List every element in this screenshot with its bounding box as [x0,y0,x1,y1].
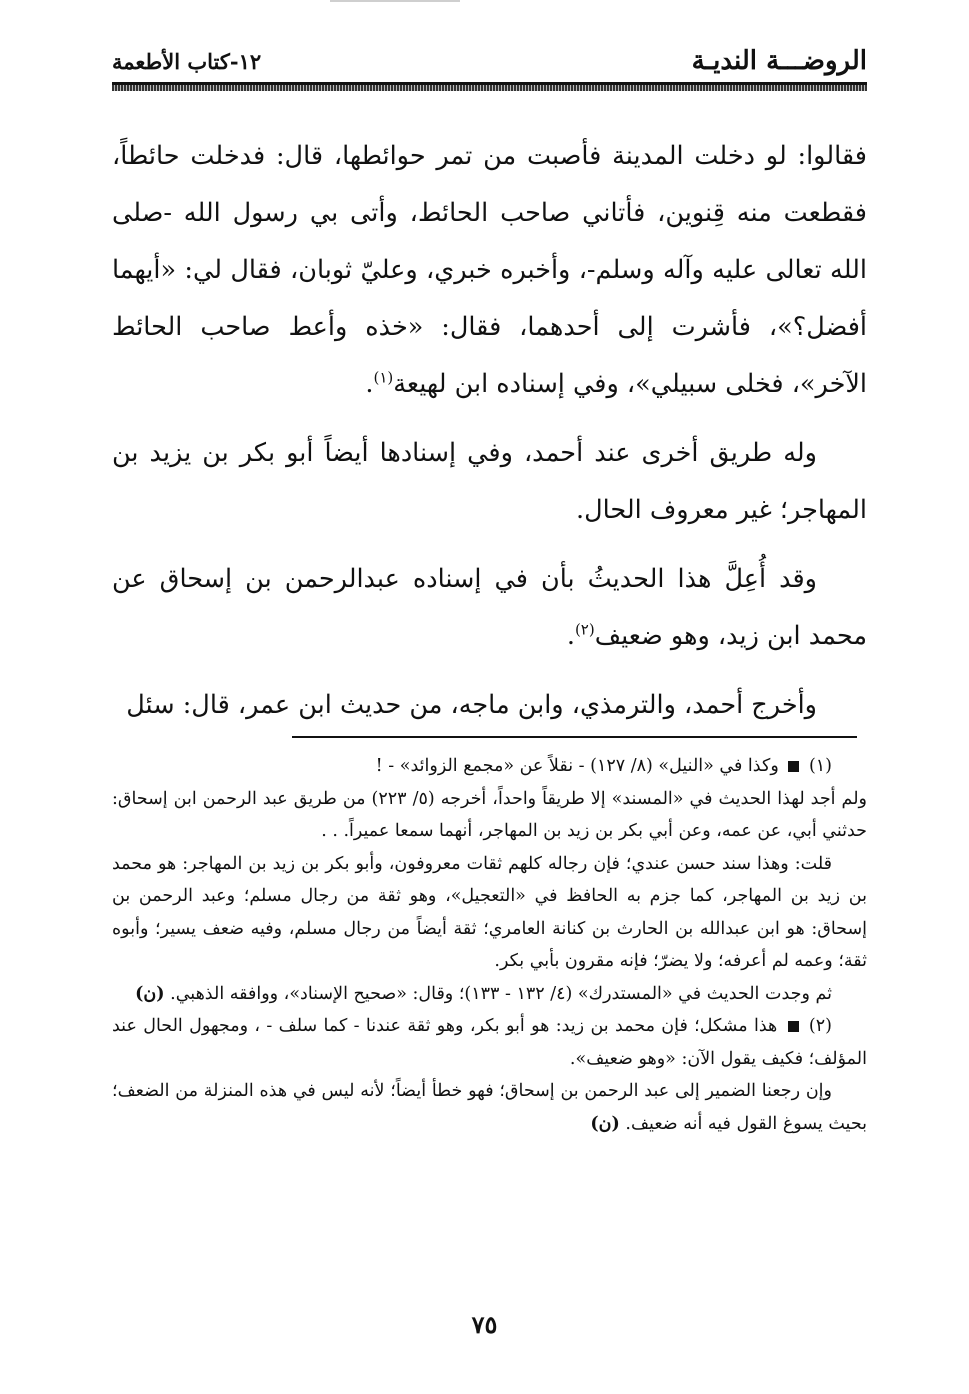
square-icon [788,1021,799,1032]
square-icon [788,761,799,772]
paragraph-4: وأخرج أحمد، والترمذي، وابن ماجه، من حديث ابن عمر، قال: سئل [126,690,817,720]
footnote-separator [102,736,857,737]
signature-mark: (ن) [135,983,165,1004]
paragraph-3: وقد أُعِلَّ هذا الحديثُ بأن في إسناده عبدالرحمن بن إسحاق عن محمد ابن زيد، وهو ضعيف$^{(٢)}$. [112,564,867,651]
chapter-title: ١٢-كتاب الأطعمة [112,49,262,74]
header-divider [112,82,867,91]
footnote-2-marker: (٢) [808,1016,832,1036]
paragraph-2: وله طريق أخرى عند أحمد، وفي إسنادها أيضاً أبو بكر بن يزيد بن المهاجر؛ غير معروف الحال. [112,438,867,525]
top-edge-line [330,0,460,2]
book-title: الروضـــة النديـة [691,46,867,76]
footnote-1-para-c: قلت: وهذا سند حسن عندي؛ فإن رجاله كلهم ثقات معروفون، وأبو بكر بن زيد بن المهاجر: هو محمد بن زيد بن المهاجر، كما جزم به الحافظ في «التعجيل»، وهو ثقة من رجال مسلم؛ وعبد الرحمن بن إسحاق: هو ابن عبدالله بن الحارث بن كنانة العامري؛ ثقة أيضاً من رجال مسلم، وفيه ضعف يسير؛ وأبوه ثقة؛ وعمه لم أعرفه؛ ولا يضرّ؛ فإنه مقرون بأبي بكر. [112,853,867,971]
page-number: ٧٥ [471,1310,498,1339]
paragraph-1: فقالوا: لو دخلت المدينة فأصبت من تمر حوائطها، قال: فدخلت حائطاً، فقطعت منه قِنوين، فأتاني صاحب الحائط، وأتى بي رسول الله -صلى الله تعالى عليه وآله وسلم-، وأخبره خبري، وعليّ ثوبان، فقال لي: «أيهما أفضل؟»، فأشرت إلى أحدهما، فقال: «خذه وأعط صاحب الحائط الآخر»، فخلى سبيلي»، وفي إسناده ابن لهيعة$^{(١)}$. [112,141,867,399]
main-text [112,128,867,746]
footnote-2-line: (٢) هذا مشكل؛ فإن محمد بن زيد: هو أبو بكر، وهو ثقة عندنا - كما سلف - ، ومجهول الحال عند المؤلف؛ فكيف يقول الآن: «وهو ضعيف». [112,1016,867,1069]
footnote-1-line: (١) وكذا في «النيل» (٨/ ١٢٧) - نقلاً عن «مجمع الزوائد» - ! [375,756,832,776]
running-header [112,40,867,80]
signature-mark: (ن) [590,1113,620,1134]
footnote-1-para-b: ولم أجد لهذا الحديث في «المسند» إلا طريقاً واحداً، أخرجه (٥/ ٢٢٣) من طريق عبد الرحمن ابن إسحاق: حدثني أبي، عن عمه، وعن أبي بكر بن زيد بن المهاجر، أنهما سمعا عميراً. . . [112,788,867,841]
footnote-1-para-d: ثم وجدت الحديث في «المستدرك» (٤/ ١٣٢ - ١٣٣)؛ وقال: «صحيح الإسناد»، ووافقه الذهبي. (ن) [135,983,832,1004]
footnote-ref-1: (١) [373,368,394,387]
footnote-2-para-b: وإن رجعنا الضمير إلى عبد الرحمن بن إسحاق؛ فهو خطأ أيضاً؛ لأنه ليس في هذه المنزلة من الضعف؛ بحيث يسوغ القول فيه أنه ضعيف. (ن) [112,1081,867,1134]
footnotes [112,750,867,1140]
footnote-ref-2: (٢) [574,620,595,639]
footnote-1-marker: (١) [808,756,832,776]
